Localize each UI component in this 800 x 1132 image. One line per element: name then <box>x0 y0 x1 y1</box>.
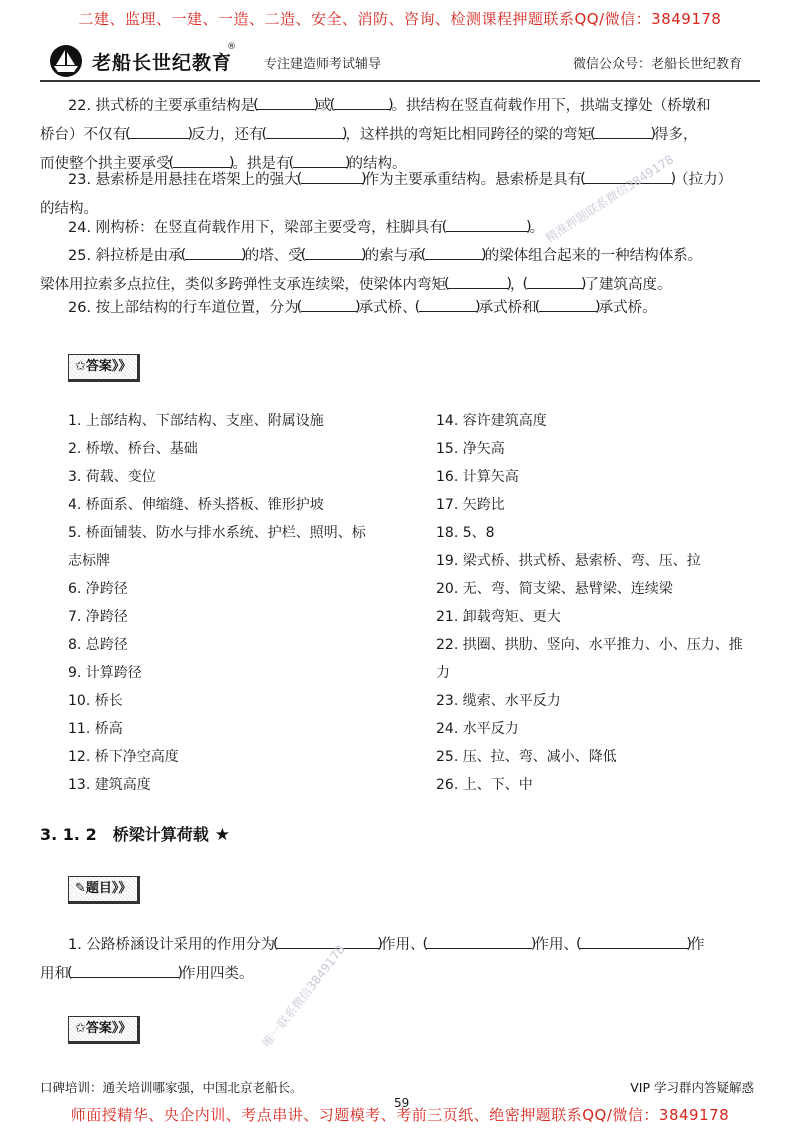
q25-blank-2 <box>305 245 363 260</box>
answer-item: 8. 总跨径 <box>68 637 128 653</box>
q22-text: 反力，还有 <box>191 127 264 143</box>
answer-item: 10. 桥长 <box>68 693 123 709</box>
q22-text: 而使整个拱主要承受 <box>40 156 171 172</box>
q22-text: 。拱是有 <box>232 156 291 172</box>
answer-item: 1. 上部结构、下部结构、支座、附属设施 <box>68 413 324 429</box>
answer-item: 12. 桥下净空高度 <box>68 749 179 765</box>
answer-list-left <box>68 407 388 799</box>
page-header <box>40 40 760 84</box>
q22-text: 。拱结构在竖直荷载作用下，拱端支撑处（桥墩和 <box>391 98 711 114</box>
q23-text: 的结构。 <box>40 201 98 217</box>
q1-text: 1. 公路桥涵设计采用的作用分为 <box>68 937 275 953</box>
answer-item: 21. 卸载弯矩、更大 <box>436 609 561 625</box>
answer-item: 4. 桥面系、伸缩缝、桥头搭板、锥形护坡 <box>68 497 324 513</box>
q25-blank-4 <box>448 274 508 289</box>
q1-blank-4 <box>71 963 179 978</box>
q22-text: 得多， <box>654 127 698 143</box>
answer-item: 20. 无、弯、简支梁、悬臂梁、连续梁 <box>436 581 673 597</box>
q25-text: 25. 斜拉桥是由承 <box>68 248 183 264</box>
answer-item: 6. 净跨径 <box>68 581 128 597</box>
answer-item: 16. 计算矢高 <box>436 469 519 485</box>
q26-blank-1 <box>301 297 357 312</box>
question-25 <box>40 242 756 300</box>
registered-mark: ® <box>227 42 236 52</box>
answer-item: 11. 桥高 <box>68 721 123 737</box>
answer-item: 志标牌 <box>68 553 110 569</box>
answer-list-right <box>436 407 752 799</box>
q24-text: 24. 刚构桥：在竖直荷载作用下，梁部主要受弯，柱脚具有 <box>68 220 444 236</box>
q23-blank-1 <box>301 169 363 184</box>
answer-item: 力 <box>436 665 450 681</box>
q26-text: 承式桥和 <box>478 300 537 316</box>
q25-text: ， <box>510 277 525 293</box>
q24-text: 。 <box>529 220 545 236</box>
answer-item: 19. 梁式桥、拱式桥、悬索桥、弯、压、拉 <box>436 553 701 569</box>
footer-vip-note: VIP 学习群内答疑解惑 <box>630 1080 754 1095</box>
promo-banner-bottom: 师面授精华、央企内训、考点串讲、习题模考、考前三页纸、绝密押题联系QQ/微信：3849178 <box>70 1106 730 1124</box>
header-divider <box>40 80 760 82</box>
answer-item: 24. 水平反力 <box>436 721 519 737</box>
header-wechat-account: 微信公众号：老船长世纪教育 <box>572 57 742 72</box>
q25-text: 的塔、受 <box>244 248 303 264</box>
q1-blank-2 <box>426 934 532 949</box>
q22-blank-3 <box>129 124 189 139</box>
answer-item: 5. 桥面铺装、防水与排水系统、护栏、照明、标 <box>68 525 366 541</box>
q22-blank-2 <box>334 95 390 110</box>
section-heading <box>40 822 230 845</box>
q25-blank-1 <box>185 245 243 260</box>
q22-text: ，这样拱的弯矩比相同跨径的梁的弯矩 <box>345 127 592 143</box>
answer-item: 26. 上、下、中 <box>436 777 533 793</box>
q22-blank-5 <box>594 124 652 139</box>
header-slogan: 专注建造师考试辅导 <box>264 57 382 72</box>
answers-tag: ✩答案》》 <box>68 354 140 382</box>
question-1 <box>40 931 756 989</box>
q1-text: 作用、 <box>380 937 425 953</box>
q26-blank-2 <box>419 297 477 312</box>
answer-item: 23. 缆索、水平反力 <box>436 693 561 709</box>
q24-blank-1 <box>446 217 528 232</box>
q1-text: 作 <box>689 937 705 953</box>
q22-text: 22. 拱式桥的主要承重结构是 <box>68 98 256 114</box>
q25-blank-5 <box>527 274 583 289</box>
q1-blank-3 <box>580 934 688 949</box>
question-24 <box>40 214 756 243</box>
q26-text: 承式桥、 <box>358 300 417 316</box>
q23-text: 作为主要承重结构。悬索桥是具有 <box>364 172 583 188</box>
q1-text: 用和 <box>40 966 69 982</box>
footer-slogan: 口碑培训：通关培训哪家强，中国北京老船长。 <box>40 1080 303 1095</box>
q22-text: 的结构。 <box>348 156 407 172</box>
answer-item: 14. 容许建筑高度 <box>436 413 547 429</box>
answer-item: 17. 矢跨比 <box>436 497 505 513</box>
promo-banner-top: 二建、监理、一建、一造、二造、安全、消防、咨询、检测课程押题联系QQ/微信：3849178 <box>78 10 722 28</box>
ship-logo-icon <box>46 44 86 78</box>
answer-item: 18. 5、8 <box>436 525 495 541</box>
answer-item: 7. 净跨径 <box>68 609 128 625</box>
q22-blank-1 <box>257 95 315 110</box>
q22-blank-4 <box>266 124 344 139</box>
brand-name: 老船长世纪教育 <box>92 52 233 74</box>
q1-text: 作用四类。 <box>181 966 254 982</box>
question-tag: ✎题目》》 <box>68 876 140 904</box>
answer-item: 15. 净矢高 <box>436 441 505 457</box>
q25-text: 的梁体组合起来的一种结构体系。 <box>484 248 703 264</box>
q26-blank-3 <box>539 297 597 312</box>
page-number: 59 <box>394 1096 410 1110</box>
answer-item: 13. 建筑高度 <box>68 777 151 793</box>
question-26 <box>40 294 756 323</box>
q25-text: 了建筑高度。 <box>584 277 672 293</box>
q25-text: 梁体用拉索多点拉住，类似多跨弹性支承连续梁，使梁体内弯矩 <box>40 277 446 293</box>
star-icon: ★ <box>214 825 230 845</box>
answer-item: 22. 拱圈、拱肋、竖向、水平推力、小、压力、推 <box>436 637 743 653</box>
q22-text: 桥台）不仅有 <box>40 127 127 143</box>
q26-text: 承式桥。 <box>598 300 657 316</box>
answer-item: 25. 压、拉、弯、减小、降低 <box>436 749 617 765</box>
answer-item: 3. 荷载、变位 <box>68 469 156 485</box>
q1-blank-1 <box>277 934 379 949</box>
answer-item: 9. 计算跨径 <box>68 665 142 681</box>
watermark-text: 精准押题联系微信3849178 <box>543 152 677 246</box>
section-title-text: 3. 1. 2 桥梁计算荷载 <box>40 825 209 844</box>
q25-blank-3 <box>425 245 483 260</box>
q23-text: （拉力） <box>674 172 733 188</box>
answer-item: 2. 桥墩、桥台、基础 <box>68 441 198 457</box>
q1-text: 作用、 <box>534 937 578 953</box>
q26-text: 26. 按上部结构的行车道位置，分为 <box>68 300 299 316</box>
watermark-text: 唯一联系微信3849178 <box>259 942 348 1050</box>
q25-text: 的索与承 <box>364 248 423 264</box>
q23-text: 23. 悬索桥是用悬挂在塔架上的强大 <box>68 172 299 188</box>
answers-tag-2: ✩答案》》 <box>68 1016 140 1044</box>
q22-text: 或 <box>317 98 332 114</box>
